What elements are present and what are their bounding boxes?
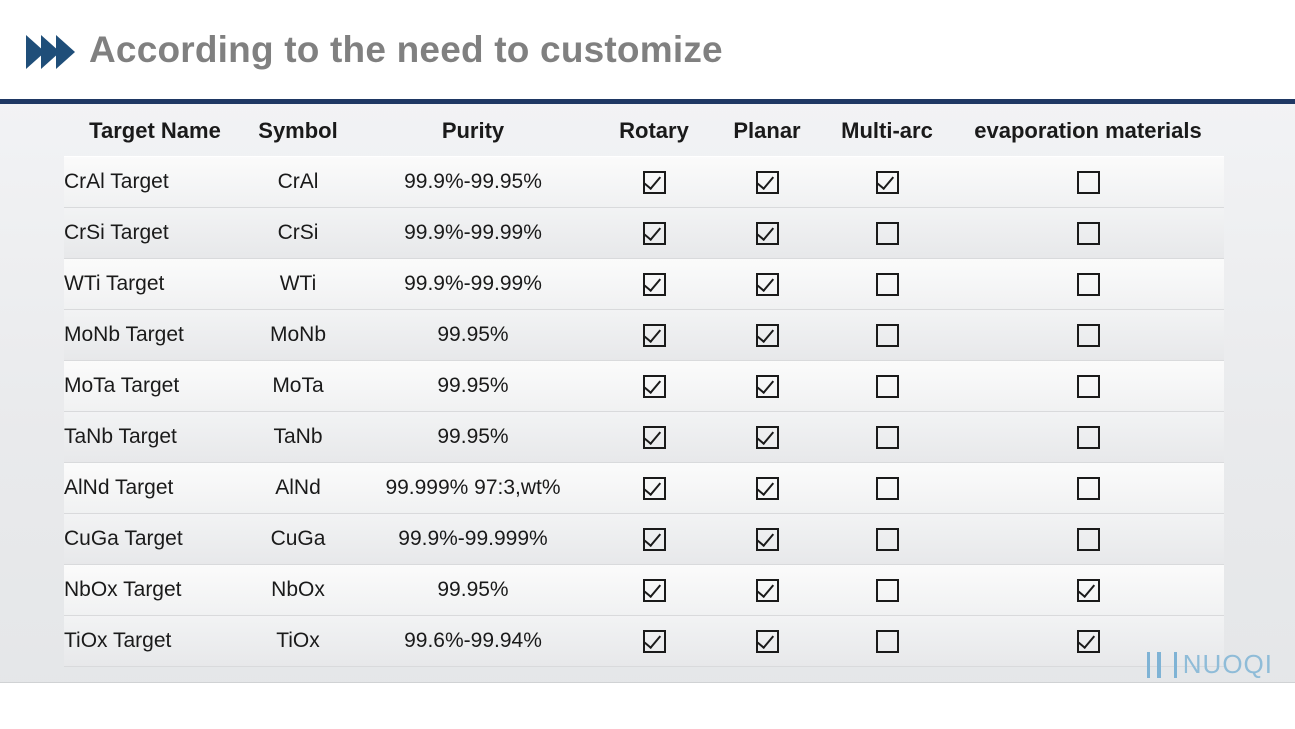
- cell-checkbox-planar: [712, 361, 822, 412]
- checkbox-planar[interactable]: [756, 630, 779, 653]
- column-header-purity: Purity: [441, 118, 505, 143]
- table-header-row: [64, 110, 1224, 157]
- table-row: [64, 514, 1224, 565]
- cell-checkbox-multi-arc: [822, 514, 952, 565]
- checkbox-planar[interactable]: [756, 171, 779, 194]
- checkbox-evaporation[interactable]: [1077, 528, 1100, 551]
- cell-purity: 99.9%-99.95%: [350, 157, 596, 208]
- spec-table: [64, 110, 1224, 667]
- cell-purity: 99.95%: [350, 310, 596, 361]
- cell-checkbox-planar: [712, 463, 822, 514]
- cell-purity: 99.95%: [350, 565, 596, 616]
- cell-purity: 99.9%-99.999%: [350, 514, 596, 565]
- checkbox-rotary[interactable]: [643, 273, 666, 296]
- page-title: According to the need to customize: [89, 29, 723, 70]
- cell-purity: 99.9%-99.99%: [350, 259, 596, 310]
- cell-checkbox-multi-arc: [822, 565, 952, 616]
- cell-checkbox-planar: [712, 310, 822, 361]
- column-header-target-name: Target Name: [89, 118, 221, 143]
- cell-target-name: TaNb Target: [64, 412, 246, 463]
- checkbox-evaporation[interactable]: [1077, 477, 1100, 500]
- checkbox-evaporation[interactable]: [1077, 630, 1100, 653]
- cell-symbol: CrAl: [246, 157, 350, 208]
- cell-checkbox-multi-arc: [822, 412, 952, 463]
- cell-target-name: TiOx Target: [64, 616, 246, 667]
- checkbox-rotary[interactable]: [643, 477, 666, 500]
- column-header-symbol: Symbol: [258, 118, 338, 143]
- logo-mark-icon: [1147, 652, 1177, 678]
- table-head: [64, 110, 1224, 157]
- checkbox-rotary[interactable]: [643, 528, 666, 551]
- cell-checkbox-planar: [712, 208, 822, 259]
- cell-checkbox-multi-arc: [822, 259, 952, 310]
- checkbox-planar[interactable]: [756, 222, 779, 245]
- slide-header: [0, 0, 1295, 100]
- cell-checkbox-evaporation: [952, 412, 1224, 463]
- cell-symbol: TiOx: [246, 616, 350, 667]
- table-row: [64, 157, 1224, 208]
- cell-checkbox-planar: [712, 616, 822, 667]
- cell-symbol: CrSi: [246, 208, 350, 259]
- cell-checkbox-evaporation: [952, 157, 1224, 208]
- cell-checkbox-rotary: [596, 208, 712, 259]
- table-row: [64, 463, 1224, 514]
- checkbox-rotary[interactable]: [643, 375, 666, 398]
- checkbox-multi-arc[interactable]: [876, 426, 899, 449]
- brand-logo: [1147, 649, 1273, 680]
- cell-checkbox-multi-arc: [822, 463, 952, 514]
- cell-target-name: MoNb Target: [64, 310, 246, 361]
- cell-target-name: MoTa Target: [64, 361, 246, 412]
- cell-checkbox-rotary: [596, 463, 712, 514]
- table-row: [64, 208, 1224, 259]
- cell-checkbox-evaporation: [952, 361, 1224, 412]
- cell-checkbox-multi-arc: [822, 361, 952, 412]
- checkbox-planar[interactable]: [756, 579, 779, 602]
- cell-target-name: CrAl Target: [64, 157, 246, 208]
- checkbox-evaporation[interactable]: [1077, 375, 1100, 398]
- cell-checkbox-evaporation: [952, 463, 1224, 514]
- table-body: [64, 157, 1224, 667]
- column-header-evaporation: evaporation materials: [974, 118, 1202, 143]
- cell-symbol: CuGa: [246, 514, 350, 565]
- cell-checkbox-rotary: [596, 565, 712, 616]
- table-row: [64, 310, 1224, 361]
- cell-checkbox-rotary: [596, 361, 712, 412]
- table-row: [64, 565, 1224, 616]
- checkbox-multi-arc[interactable]: [876, 375, 899, 398]
- checkbox-evaporation[interactable]: [1077, 273, 1100, 296]
- cell-symbol: TaNb: [246, 412, 350, 463]
- cell-symbol: AlNd: [246, 463, 350, 514]
- checkbox-multi-arc[interactable]: [876, 273, 899, 296]
- spec-table-container: [64, 110, 1224, 667]
- checkbox-rotary[interactable]: [643, 579, 666, 602]
- checkbox-evaporation[interactable]: [1077, 426, 1100, 449]
- cell-symbol: WTi: [246, 259, 350, 310]
- table-row: [64, 412, 1224, 463]
- chevrons-icon: [26, 35, 71, 69]
- checkbox-multi-arc[interactable]: [876, 579, 899, 602]
- cell-checkbox-rotary: [596, 514, 712, 565]
- checkbox-multi-arc[interactable]: [876, 324, 899, 347]
- cell-checkbox-evaporation: [952, 514, 1224, 565]
- checkbox-rotary[interactable]: [643, 630, 666, 653]
- logo-text: NUOQI: [1182, 649, 1273, 679]
- cell-checkbox-rotary: [596, 259, 712, 310]
- cell-checkbox-evaporation: [952, 565, 1224, 616]
- checkbox-multi-arc[interactable]: [876, 477, 899, 500]
- column-header-planar: Planar: [733, 118, 801, 143]
- cell-purity: 99.95%: [350, 412, 596, 463]
- checkbox-evaporation[interactable]: [1077, 171, 1100, 194]
- table-row: [64, 616, 1224, 667]
- column-header-rotary: Rotary: [619, 118, 689, 143]
- checkbox-planar[interactable]: [756, 324, 779, 347]
- checkbox-rotary[interactable]: [643, 324, 666, 347]
- cell-checkbox-rotary: [596, 157, 712, 208]
- cell-purity: 99.999% 97:3,wt%: [350, 463, 596, 514]
- checkbox-evaporation[interactable]: [1077, 579, 1100, 602]
- checkbox-rotary[interactable]: [643, 426, 666, 449]
- cell-purity: 99.95%: [350, 361, 596, 412]
- cell-checkbox-planar: [712, 157, 822, 208]
- slide-footer: [0, 649, 1295, 729]
- header-divider: [0, 99, 1295, 104]
- cell-checkbox-planar: [712, 565, 822, 616]
- cell-checkbox-multi-arc: [822, 157, 952, 208]
- checkbox-planar[interactable]: [756, 528, 779, 551]
- checkbox-evaporation[interactable]: [1077, 222, 1100, 245]
- cell-target-name: CuGa Target: [64, 514, 246, 565]
- checkbox-multi-arc[interactable]: [876, 171, 899, 194]
- cell-checkbox-planar: [712, 514, 822, 565]
- table-row: [64, 259, 1224, 310]
- checkbox-planar[interactable]: [756, 426, 779, 449]
- cell-checkbox-rotary: [596, 310, 712, 361]
- cell-checkbox-planar: [712, 259, 822, 310]
- cell-purity: 99.6%-99.94%: [350, 616, 596, 667]
- cell-checkbox-evaporation: [952, 310, 1224, 361]
- cell-purity: 99.9%-99.99%: [350, 208, 596, 259]
- cell-checkbox-multi-arc: [822, 616, 952, 667]
- checkbox-evaporation[interactable]: [1077, 324, 1100, 347]
- cell-target-name: NbOx Target: [64, 565, 246, 616]
- checkbox-planar[interactable]: [756, 477, 779, 500]
- cell-target-name: AlNd Target: [64, 463, 246, 514]
- checkbox-multi-arc[interactable]: [876, 630, 899, 653]
- cell-symbol: MoTa: [246, 361, 350, 412]
- cell-target-name: CrSi Target: [64, 208, 246, 259]
- cell-checkbox-planar: [712, 412, 822, 463]
- cell-checkbox-rotary: [596, 616, 712, 667]
- checkbox-rotary[interactable]: [643, 171, 666, 194]
- table-row: [64, 361, 1224, 412]
- cell-checkbox-multi-arc: [822, 310, 952, 361]
- cell-symbol: MoNb: [246, 310, 350, 361]
- checkbox-planar[interactable]: [756, 273, 779, 296]
- cell-checkbox-rotary: [596, 412, 712, 463]
- checkbox-planar[interactable]: [756, 375, 779, 398]
- cell-checkbox-evaporation: [952, 208, 1224, 259]
- cell-checkbox-multi-arc: [822, 208, 952, 259]
- checkbox-rotary[interactable]: [643, 222, 666, 245]
- checkbox-multi-arc[interactable]: [876, 222, 899, 245]
- cell-symbol: NbOx: [246, 565, 350, 616]
- cell-checkbox-evaporation: [952, 259, 1224, 310]
- column-header-multi-arc: Multi-arc: [841, 118, 933, 143]
- checkbox-multi-arc[interactable]: [876, 528, 899, 551]
- cell-target-name: WTi Target: [64, 259, 246, 310]
